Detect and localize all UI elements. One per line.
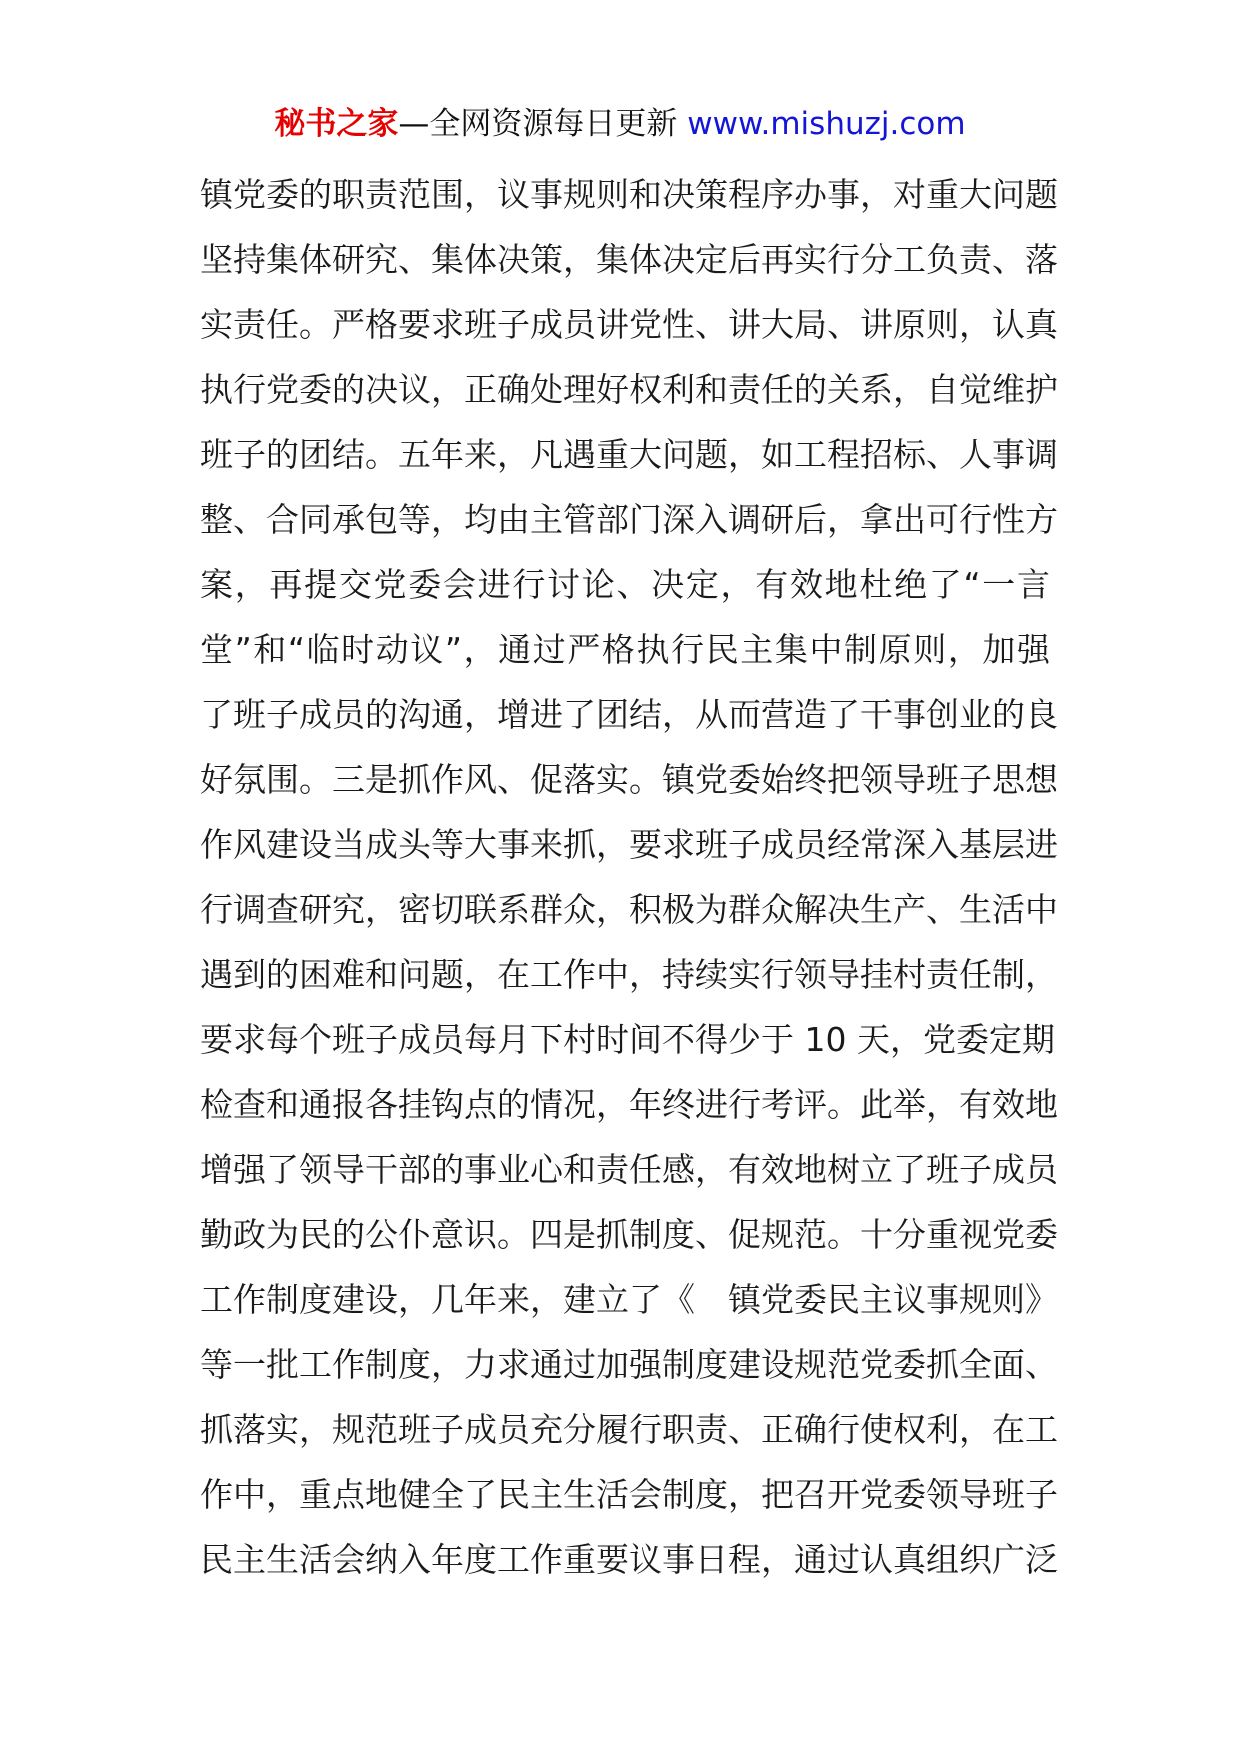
text-line: 工作制度建设，几年来，建立了《 镇党委民主议事规则》 <box>200 1280 1058 1319</box>
text-line: 了班子成员的沟通，增进了团结，从而营造了干事创业的良 <box>200 695 1058 734</box>
text-line: 坚持集体研究、集体决策，集体决定后再实行分工负责、落 <box>200 240 1058 279</box>
header-tagline: —全网资源每日更新 <box>398 106 688 142</box>
text-line: 行调查研究，密切联系群众，积极为群众解决生产、生活中 <box>200 890 1058 929</box>
text-line: 作风建设当成头等大事来抓，要求班子成员经常深入基层进 <box>200 825 1058 864</box>
text-line: 镇党委的职责范围，议事规则和决策程序办事，对重大问题 <box>200 175 1058 214</box>
text-line: 好氛围。三是抓作风、促落实。镇党委始终把领导班子思想 <box>200 760 1058 799</box>
text-line: 要求每个班子成员每月下村时间不得少于 10 天，党委定期 <box>200 1020 1055 1059</box>
text-line: 执行党委的决议，正确处理好权利和责任的关系，自觉维护 <box>200 370 1058 409</box>
text-line: 实责任。严格要求班子成员讲党性、讲大局、讲原则，认真 <box>200 305 1058 344</box>
text-line: 抓落实，规范班子成员充分履行职责、正确行使权利，在工 <box>200 1410 1058 1449</box>
text-line: 勤政为民的公仆意识。四是抓制度、促规范。十分重视党委 <box>200 1215 1058 1254</box>
text-line: 等一批工作制度，力求通过加强制度建设规范党委抓全面、 <box>200 1345 1058 1384</box>
text-line: 遇到的困难和问题，在工作中，持续实行领导挂村责任制， <box>200 955 1058 994</box>
body-text <box>200 162 1058 1592</box>
header-brand: 秘书之家 <box>274 106 399 142</box>
text-line: 整、合同承包等，均由主管部门深入调研后，拿出可行性方 <box>200 500 1058 539</box>
text-line: 检查和通报各挂钩点的情况，年终进行考评。此举，有效地 <box>200 1085 1058 1124</box>
text-line: 堂”和“临时动议”，通过严格执行民主集中制原则，加强 <box>200 630 1050 669</box>
header-url-link[interactable]: www.mishuzj.com <box>687 106 966 142</box>
text-line: 民主生活会纳入年度工作重要议事日程，通过认真组织广泛 <box>200 1540 1058 1579</box>
text-line: 作中，重点地健全了民主生活会制度，把召开党委领导班子 <box>200 1475 1058 1514</box>
text-line: 增强了领导干部的事业心和责任感，有效地树立了班子成员 <box>200 1150 1058 1189</box>
page-header <box>0 100 1240 148</box>
text-line: 班子的团结。五年来，凡遇重大问题，如工程招标、人事调 <box>200 435 1058 474</box>
text-line: 案，再提交党委会进行讨论、决定，有效地杜绝了“一言 <box>200 565 1050 604</box>
